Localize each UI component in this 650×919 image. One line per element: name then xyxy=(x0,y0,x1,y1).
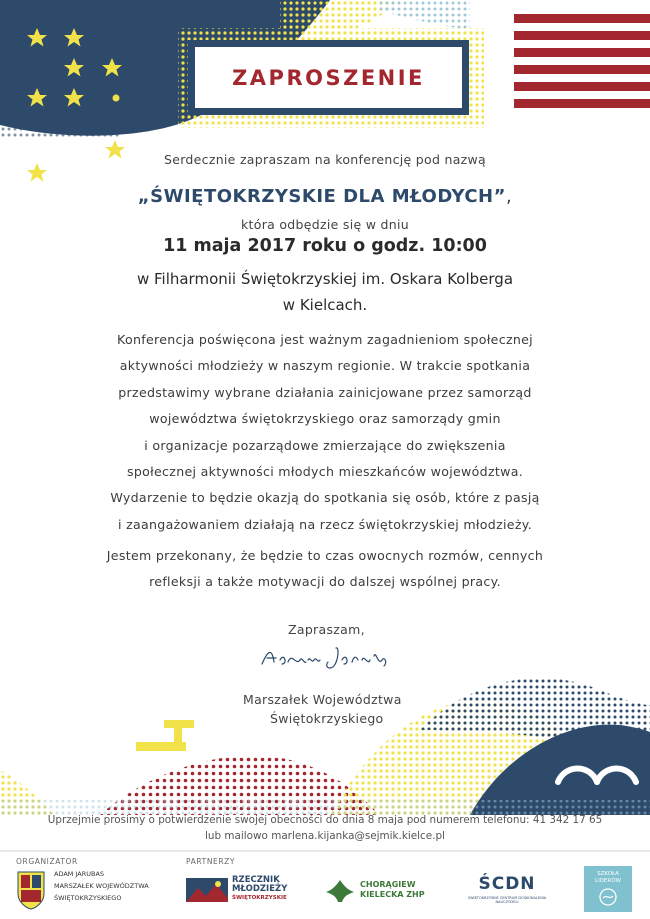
paragraph-line: przedstawimy wybrane działania zainicjowane przez samorząd xyxy=(118,384,532,400)
signature-image xyxy=(258,642,398,672)
signatory-line-1: Marszałek Województwa xyxy=(243,692,402,707)
rzecznik-icon xyxy=(186,878,228,902)
organizer-name xyxy=(54,868,149,904)
event-name-suffix: , xyxy=(505,186,513,207)
paragraph-line: społecznej aktywności młodych mieszkańców województwa. xyxy=(126,464,524,480)
partner-logo-rzecznik[interactable] xyxy=(186,876,304,906)
paragraph-line: aktywności młodzieży w naszym regionie. W trakcie spotkania xyxy=(119,358,531,374)
partner-text: KIELECKA ZHP xyxy=(360,890,425,899)
partner-logo-zhp[interactable] xyxy=(324,876,444,906)
intro-text: Serdecznie zapraszam na konferencję pod nazwą xyxy=(163,152,486,167)
event-date: 11 maja 2017 roku o godz. 10:00 xyxy=(163,236,487,256)
paragraph-line: województwa świętokrzyskiego oraz samorządy gmin xyxy=(149,411,501,427)
partner-text: RZECZNIK xyxy=(232,875,280,885)
partner-text: CHORĄGIEW xyxy=(360,880,416,889)
date-intro: która odbędzie się w dniu xyxy=(241,217,409,232)
venue-line-2: w Kielcach. xyxy=(282,296,368,314)
closing-paragraph xyxy=(0,543,650,596)
partner-text: LIDERÓW xyxy=(595,878,621,884)
partner-logo-scdn[interactable] xyxy=(458,874,556,906)
event-name-text: „ŚWIĘTOKRZYSKIE DLA MŁODYCH” xyxy=(137,186,506,207)
top-lightblue-dots xyxy=(380,0,470,30)
coat-of-arms-icon xyxy=(16,870,46,910)
top-right-stripes xyxy=(514,14,650,108)
description-paragraph xyxy=(0,327,650,538)
partners-label: PARTNERZY xyxy=(186,857,236,866)
venue-line-1: w Filharmonii Świętokrzyskiej im. Oskara Kolberga xyxy=(136,270,514,288)
partner-text: ŚWIĘTOKRZYSKIE xyxy=(232,895,287,901)
rsvp-line-2: lub mailowo marlena.kijanka@sejmik.kielce.pl xyxy=(205,830,445,842)
signatory-line-2: Świętokrzyskiego xyxy=(270,711,384,726)
scdn-subtext: ŚWIĘTOKRZYSKIE CENTRUM DOSKONALENIA NAUCZYCIELI xyxy=(467,896,547,904)
rzecznik-text xyxy=(232,876,287,903)
rsvp-line-1: Uprzejmie prosimy o potwierdzenie swojej obecności do dnia 8 maja pod numerem telefonu: 41 342 17 65 xyxy=(47,814,603,826)
zhp-text xyxy=(360,880,425,900)
organizer-line: ADAM JARUBAS xyxy=(54,870,105,878)
paragraph-line: refleksji a także motywacji do dalszej wspólnej pracy. xyxy=(149,574,501,590)
partner-text: SZKOŁA xyxy=(597,871,619,877)
organizer-line: ŚWIĘTOKRZYSKIEGO xyxy=(54,894,122,902)
partner-text: MŁODZIEŻY xyxy=(232,884,288,894)
paragraph-line: Konferencja poświęcona jest ważnym zagadnieniom społecznej xyxy=(117,332,533,347)
closing-text: Zapraszam, xyxy=(288,622,365,637)
szkola-circle-icon xyxy=(599,888,617,906)
zhp-lily-icon xyxy=(324,878,356,904)
paragraph-line: Jestem przekonany, że będzie to czas owocnych rozmów, cennych xyxy=(106,548,544,563)
organizer-label: ORGANIZATOR xyxy=(16,857,78,866)
top-left-navy-dots xyxy=(0,125,120,137)
organizer-line: MARSZAŁEK WOJEWÓDZTWA xyxy=(54,882,149,890)
szkola-text xyxy=(584,871,632,885)
rsvp-info xyxy=(0,812,650,844)
page-title: ZAPROSZENIE xyxy=(232,65,425,90)
event-name xyxy=(0,186,650,207)
paragraph-line: i zaangażowaniem działają na rzecz świętokrzyskiej młodzieży. xyxy=(117,516,533,532)
dot-icon xyxy=(113,95,120,102)
paragraph-line: Wydarzenie to będzie okazją do spotkania się osób, które z pasją xyxy=(110,490,540,506)
tower-icon xyxy=(136,720,194,751)
title-box xyxy=(188,40,469,115)
paragraph-line: i organizacje pozarządowe zmierzające do zwiększenia xyxy=(144,437,506,453)
scdn-text: ŚCDN xyxy=(478,874,536,894)
partner-logo-szkola-liderow[interactable] xyxy=(584,866,632,912)
